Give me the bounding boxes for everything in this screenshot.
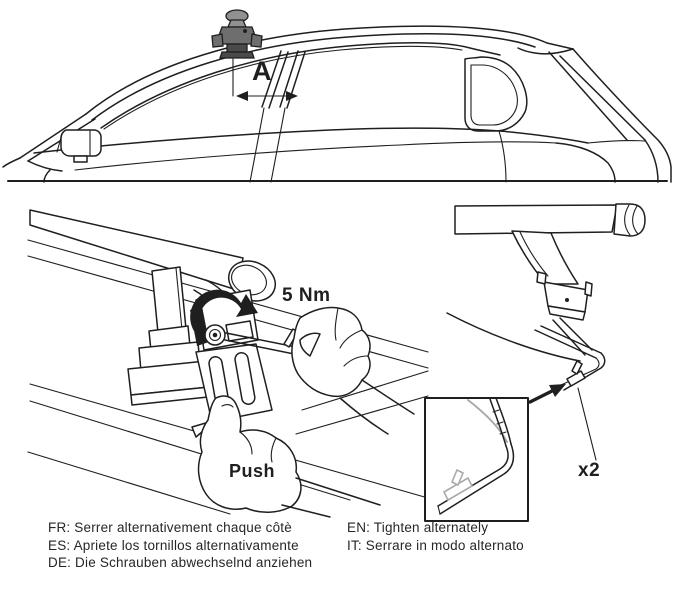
foot-arm [512,231,592,355]
cross-bar-end [455,204,645,236]
caption-en: EN: Tighten alternately [347,520,489,535]
caption-de: DE: Die Schrauben abwechselnd anziehen [48,555,313,570]
caption-es: ES: Apriete los tornillos alternativamente [48,537,299,553]
car-side-view-illustration [3,10,671,182]
x2-leader-line [578,388,596,460]
dimension-a-label: A [252,56,272,86]
tightening-figure [28,210,428,517]
foot-on-door-frame-figure [425,204,645,521]
torque-value-label: 5 Nm [282,285,331,306]
caption-it: IT: Serrare in modo alternato [347,537,524,553]
quantity-x2-label: x2 [578,460,601,481]
side-mirror [57,130,101,162]
captions-right-column [347,519,524,554]
pushing-hand [199,396,380,517]
detail-inset-box [425,398,528,521]
captions-left-column [48,519,312,572]
clip-pointer-arrow [530,384,566,402]
push-label: Push [229,461,276,481]
tightening-hand [292,307,414,434]
frame-clip [567,361,585,386]
caption-fr: FR: Serrer alternativement chaque côtè [48,520,292,535]
